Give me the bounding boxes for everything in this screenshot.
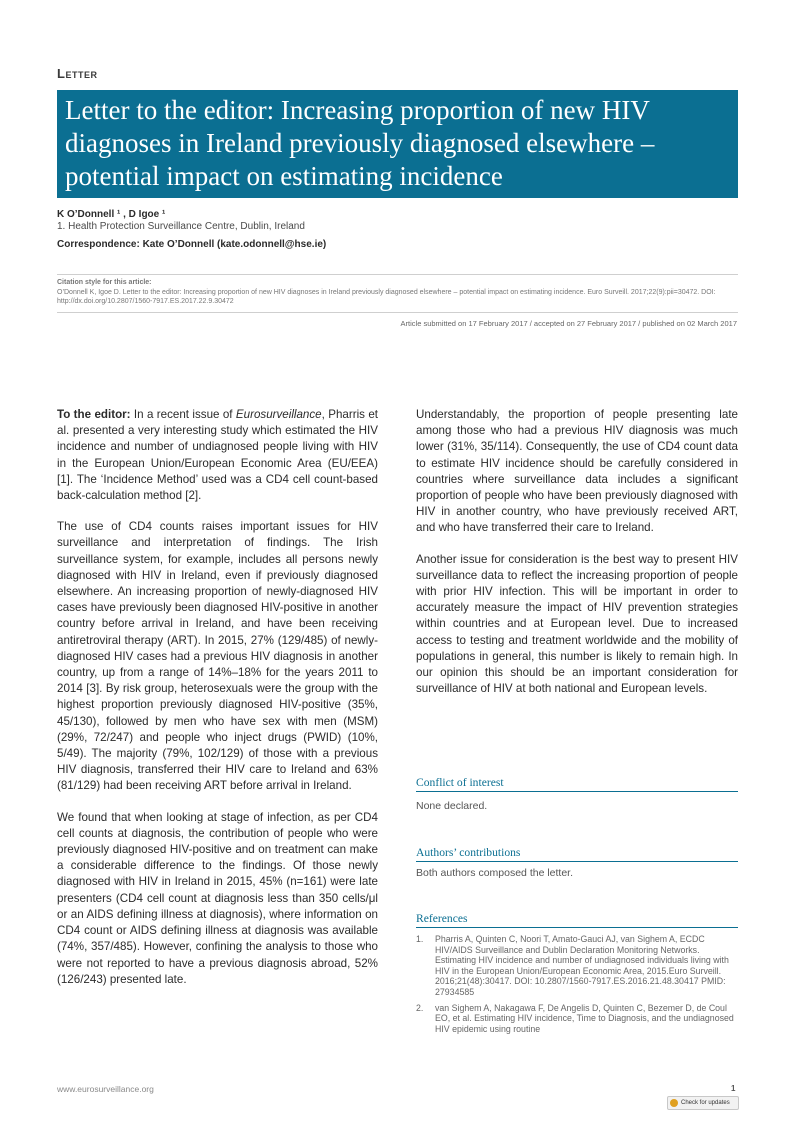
check-for-updates-label: Check for updates — [681, 1100, 730, 1106]
author-list: K O’Donnell ¹ , D Igoe ¹ — [57, 209, 166, 220]
reference-item — [416, 934, 738, 998]
check-for-updates-button[interactable] — [667, 1096, 739, 1110]
contributions-heading: Authors’ contributions — [416, 846, 738, 862]
reference-item — [416, 1003, 738, 1035]
divider-bottom — [57, 312, 738, 313]
section-label: Letter — [57, 66, 98, 81]
paragraph-1-part-a: In a recent issue of — [130, 408, 236, 421]
reference-text: Pharris A, Quinten C, Noori T, Amato-Gauci AJ, van Sighem A, ECDC HIV/AIDS Surveillance and Dublin Declaration Monitoring Networks. Estimating HIV incidence and number of undiagnosed individuals living with HIV in the European Union/European Economic Area, 2015.Euro Surveill. 2016;21(48):30417. DOI: 10.2807/1560-7917.ES.2016.21.48.30417 PMID: 27934585 — [435, 934, 729, 997]
left-column — [57, 407, 378, 1003]
paragraph-5: Another issue for consideration is the best way to present HIV surveillance data to reflect the increasing proportion of people with prior HIV infection. This will be important in order to accurately measure the impact of HIV prevention strategies within countries and at European level. Due to increased access to testing and treatment worldwide and the mobility of populations in general, this number is likely to remain high. In our opinion this should be an important consideration for surveillance of HIV at both national and European levels. — [416, 552, 738, 696]
affiliation: 1. Health Protection Surveillance Centre, Dublin, Ireland — [57, 221, 305, 232]
paragraph-3: We found that when looking at stage of infection, as per CD4 cell counts at diagnosis, the contribution of people who were previously diagnosed HIV-positive and on treatment can make a considerable difference to the findings. Of those newly diagnosed with HIV in Ireland in 2015, 45% (n=161) were late presenters (CD4 cell count at diagnosis less than 350 cells/μl or an AIDS defining illness at diagnosis), where information on CD4 count or AIDS defining illness at diagnosis was available (74%, 357/485). However, confining the analysis to those who were not reported to have a previous diagnosis abroad, 52% (126/243) presented late. — [57, 810, 378, 986]
update-badge-icon — [670, 1099, 678, 1107]
salutation: To the editor: — [57, 408, 131, 421]
page-number: 1 — [731, 1084, 736, 1093]
reference-number: 1. — [416, 934, 424, 944]
paragraph-2: The use of CD4 counts raises important issues for HIV surveillance and interpretation of findings. The Irish surveillance system, for example, includes all persons newly diagnosed with HIV in Ireland, even if previously diagnosed elsewhere. An increasing proportion of newly-diagnosed HIV cases have previously been diagnosed HIV-positive in another country before arrival in Ireland, and have been receiving antiretroviral therapy (ART). In 2015, 27% (129/485) of newly-diagnosed HIV cases had a previous HIV diagnosis in another country, up from a range of 14%–18% for the years 2011 to 2014 [3]. By risk group, heterosexuals were the group with the highest proportion previously diagnosed HIV-positive (35%, 45/130), followed by men who have sex with men (MSM) (29%, 72/247) and people who inject drugs (PWID) (10%, 5/49). The majority (79%, 102/129) of those with a previous HIV diagnosis, transferred their HIV care to Ireland and 63% (81/129) had been receiving ART before arrival in Ireland. — [57, 520, 378, 793]
paragraph-1 — [57, 407, 378, 504]
paragraph-4: Understandably, the proportion of people presenting late among those who had a previous HIV diagnosis was much lower (31%, 35/114). Consequently, the use of CD4 count data to estimate HIV incidence should be carefully considered in countries where surveillance data includes a significant proportion of people who have been previously diagnosed with HIV in another country, who have previously received ART, and who have transferred their care to Ireland. — [416, 408, 738, 535]
conflict-body: None declared. — [416, 800, 488, 812]
journal-name: Eurosurveillance — [235, 408, 322, 421]
paragraph-1-part-b: , Pharris et al. presented a very interesting study which estimated the HIV incidence and number of undiagnosed people living with HIV in the European Union/European Economic Area (EU/EEA) [1]. The ‘Incidence Method’ used was a CD4 cell count-based back-calculation method [2]. — [57, 408, 379, 503]
contributions-body: Both authors composed the letter. — [416, 867, 574, 879]
citation-heading: Citation style for this article: — [57, 279, 152, 286]
conflict-heading: Conflict of interest — [416, 776, 738, 792]
footer-url[interactable]: www.eurosurveillance.org — [57, 1084, 154, 1094]
references-heading: References — [416, 912, 738, 928]
correspondence: Correspondence: Kate O’Donnell (kate.odonnell@hse.ie) — [57, 239, 327, 250]
title-banner — [57, 90, 738, 198]
article-title: Letter to the editor: Increasing proportion of new HIV diagnoses in Ireland previously diagnosed elsewhere – potential impact on estimating incidence — [65, 95, 655, 191]
right-column — [416, 407, 738, 712]
reference-list — [416, 934, 738, 1039]
article-dates: Article submitted on 17 February 2017 / accepted on 27 February 2017 / published on 02 March 2017 — [400, 319, 737, 328]
citation-text: O’Donnell K, Igoe D. Letter to the editor: Increasing proportion of new HIV diagnoses in Ireland previously diagnosed elsewhere – potential impact on estimating incidence. Euro Surveill. 2017;22(9):pii=30472. DOI: http://dx.doi.org/10.2807/1560-7917.ES.2017.22.9.30472 — [57, 289, 716, 305]
reference-number: 2. — [416, 1002, 424, 1013]
divider-top — [57, 274, 738, 275]
reference-text: van Sighem A, Nakagawa F, De Angelis D, Quinten C, Bezemer D, de Coul EO, et al. Estimating HIV incidence, Time to Diagnosis, and the undiagnosed HIV epidemic using routine — [435, 1002, 734, 1034]
